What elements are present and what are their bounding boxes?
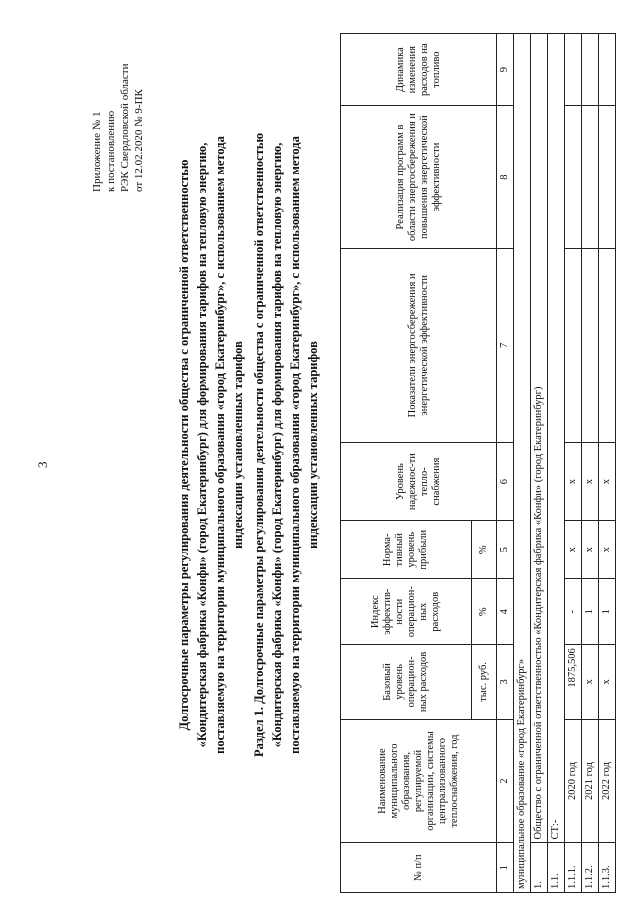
- table-row: [565, 34, 582, 893]
- column-numbers-row: [497, 34, 514, 893]
- header-fuel-dynamics: Динамика изменения расходов на топливо: [341, 34, 497, 106]
- column-number: 2: [497, 719, 514, 843]
- row-base-opex: 1875,506: [565, 645, 582, 719]
- column-number: 4: [497, 579, 514, 645]
- section-title-line: Раздел 1. Долгосрочные параметры регулирования деятельности общества с ограниченной ответственностью: [252, 132, 266, 758]
- row-year: 2022 год: [599, 719, 616, 843]
- row-number: 1.1.1.: [565, 843, 582, 893]
- column-number: 7: [497, 248, 514, 442]
- row-number: 1.1.2.: [582, 843, 599, 893]
- section-title-line: индексации установленных тарифов: [306, 341, 320, 549]
- row-number: 1.1.3.: [599, 843, 616, 893]
- row-number: 1.1.: [548, 843, 565, 893]
- row-fuel-dynamics: [599, 34, 616, 106]
- row-year: 2020 год: [565, 719, 582, 843]
- row-fuel-dynamics: [582, 34, 599, 106]
- row-energy-indicators: [582, 248, 599, 442]
- column-number: 1: [497, 843, 514, 893]
- title-line: поставляемую на территории муниципального образования «город Екатеринбург», с использованием метода: [213, 136, 227, 754]
- row-energy-indicators: [565, 248, 582, 442]
- row-reliability: x: [582, 442, 599, 520]
- municipality-row: [514, 34, 531, 893]
- row-normative-profit: x: [582, 521, 599, 579]
- row-efficiency-index: -: [565, 579, 582, 645]
- document-title: [175, 85, 247, 805]
- column-number: 9: [497, 34, 514, 106]
- appendix-line: Приложение № 1: [91, 111, 103, 192]
- parameters-table: [340, 33, 616, 893]
- row-energy-programs: [582, 106, 599, 248]
- appendix-block: [90, 64, 146, 192]
- title-line: индексации установленных тарифов: [231, 341, 245, 549]
- header-efficiency-index: Индекс эффектив-ности операцион-ных расходов: [341, 579, 472, 645]
- organization-name: Общество с ограниченной ответственностью «Кондитерская фабрика «Конфи» (город Екатеринбург): [531, 34, 548, 843]
- appendix-line: к постановлению: [105, 110, 117, 192]
- row-normative-profit: x: [599, 521, 616, 579]
- organization-row: [531, 34, 548, 893]
- appendix-line: от 12.02.2020 № 9-ПК: [133, 89, 145, 192]
- row-energy-indicators: [599, 248, 616, 442]
- column-number: 5: [497, 521, 514, 579]
- column-number: 6: [497, 442, 514, 520]
- table-header-row: [341, 34, 472, 893]
- section-title-line: «Кондитерская фабрика «Конфи» (город Екатеринбург) для формирования тарифов на тепловую энергию,: [270, 142, 284, 748]
- row-energy-programs: [565, 106, 582, 248]
- appendix-line: РЭК Свердловской области: [119, 63, 131, 192]
- section-title: [250, 85, 322, 805]
- title-line: Долгосрочные параметры регулирования деятельности общества с ограниченной ответственностью: [177, 159, 191, 731]
- row-normative-profit: x: [565, 521, 582, 579]
- table-row: [582, 34, 599, 893]
- column-number: 8: [497, 106, 514, 248]
- row-base-opex: x: [599, 645, 616, 719]
- title-line: «Кондитерская фабрика «Конфи» (город Екатеринбург) для формирования тарифов на тепловую энергию,: [195, 142, 209, 748]
- municipality-name: муниципальное образование «город Екатеринбург»: [514, 34, 531, 893]
- header-normative-profit: Норма-тивный уровень прибыли: [341, 521, 472, 579]
- header-name: Наименование муниципального образования, регулируемой организации, системы централизованного теплоснабжения, год: [341, 719, 497, 843]
- row-number: 1.: [531, 843, 548, 893]
- row-efficiency-index: 1: [582, 579, 599, 645]
- header-energy-indicators: Показатели энергосбережения и энергетической эффективности: [341, 248, 497, 442]
- table-row: [599, 34, 616, 893]
- row-energy-programs: [599, 106, 616, 248]
- row-fuel-dynamics: [565, 34, 582, 106]
- header-energy-programs: Реализация программ в области энергосбережения и повышения энергетической эффективности: [341, 106, 497, 248]
- system-row: [548, 34, 565, 893]
- unit-profit: %: [472, 521, 497, 579]
- header-no: № п/п: [341, 843, 497, 893]
- section-title-line: поставляемую на территории муниципального образования «город Екатеринбург», с использованием метода: [288, 136, 302, 754]
- header-base-opex: Базовый уровень операцион-ных расходов: [341, 645, 472, 719]
- column-number: 3: [497, 645, 514, 719]
- row-efficiency-index: 1: [599, 579, 616, 645]
- system-name: СТ:-: [548, 34, 565, 843]
- row-base-opex: x: [582, 645, 599, 719]
- row-reliability: x: [599, 442, 616, 520]
- row-reliability: x: [565, 442, 582, 520]
- row-year: 2021 год: [582, 719, 599, 843]
- header-reliability: Уровень надежнос-ти тепло-снабжения: [341, 442, 497, 520]
- unit-base: тыс. руб.: [472, 645, 497, 719]
- page-number: 3: [35, 461, 50, 468]
- unit-index: %: [472, 579, 497, 645]
